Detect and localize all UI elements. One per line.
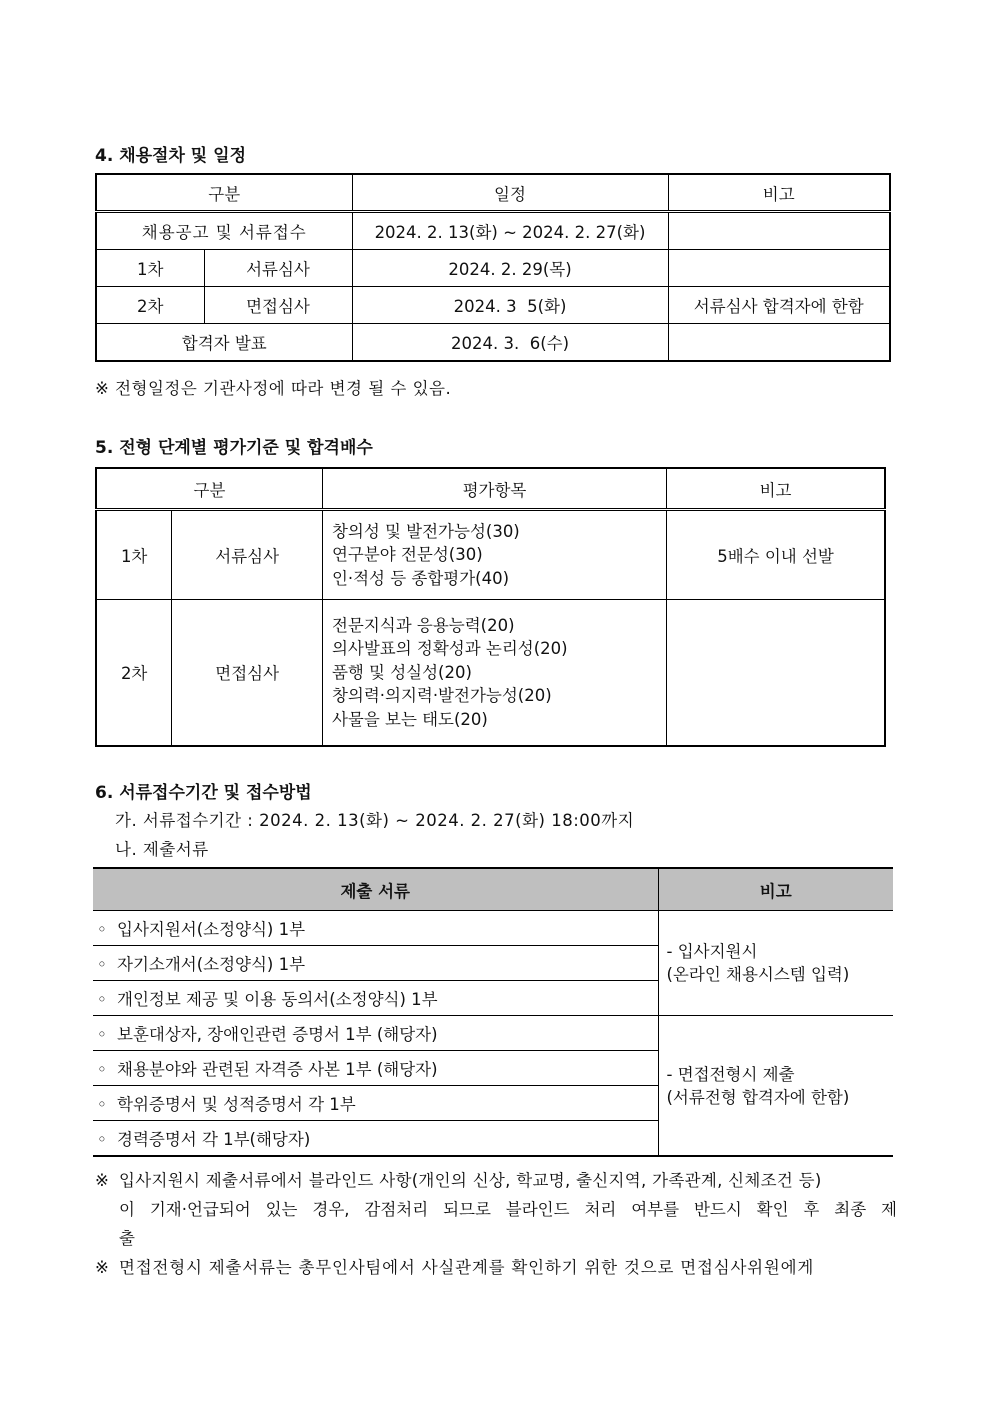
bullet-icon: ◦ [97,1060,107,1079]
bullet-icon: ◦ [97,1095,107,1114]
table-row [96,324,890,362]
col-header-remarks: 비고 [668,174,890,212]
stage-cell: 면접심사 [172,600,323,746]
notice-interview [95,1253,897,1282]
stage-cell: 채용공고 및 서류접수 [96,212,352,250]
notice-line: 입사지원시 제출서류에서 블라인드 사항(개인의 신상, 학교명, 출신지역, 가족관계, 신체조건 등) [119,1171,822,1190]
document-item [93,1051,658,1086]
reference-mark: ※ [95,1258,109,1277]
documents-table [93,867,893,1157]
notice-line: 출 [119,1229,135,1248]
step-cell: 2차 [96,600,172,746]
table-row [96,287,890,324]
bullet-icon: ◦ [97,1130,107,1149]
criteria-item: 창의성 및 발전가능성(30) [331,521,520,541]
date-cell: 2024. 3. 6(수) [352,324,668,362]
remark-cell [658,911,893,1016]
bullet-icon: ◦ [97,955,107,974]
date-cell: 2024. 2. 29(목) [352,250,668,287]
notice-line: 면접전형시 제출서류는 총무인사팀에서 사실관계를 확인하기 위한 것으로 면접심사위원에게 [119,1258,815,1277]
note-cell: 서류심사 합격자에 한함 [668,287,890,324]
document-item [93,946,658,981]
document-text: 학위증명서 및 성적증명서 각 1부 [117,1095,356,1114]
table-row [96,600,885,746]
section4-footnote: ※ 전형일정은 기관사정에 따라 변경 될 수 있음. [95,379,452,398]
document-text: 개인정보 제공 및 이용 동의서(소정양식) 1부 [117,990,438,1009]
bullet-icon: ◦ [97,990,107,1009]
criteria-item: 의사발표의 정확성과 논리성(20) [331,639,568,658]
remark-line: - 면접전형시 제출 [666,1064,795,1084]
step-cell: 1차 [96,510,172,600]
note-cell [668,250,890,287]
criteria-item: 사물을 보는 태도(20) [331,709,488,729]
criteria-item: 전문지식과 응용능력(20) [331,615,515,635]
document-text: 보훈대상자, 장애인관련 증명서 1부 (해당자) [117,1025,438,1044]
document-item [93,911,658,946]
evaluation-table [95,467,886,747]
criteria-cell [322,510,666,600]
schedule-table [95,173,891,362]
remark-line: (온라인 채용시스템 입력) [666,965,850,984]
document-text: 채용분야와 관련된 자격증 사본 1부 (해당자) [117,1060,438,1079]
col-header-documents: 제출 서류 [93,868,658,911]
note-cell [667,600,885,746]
section6-heading: 6. 서류접수기간 및 접수방법 [95,783,312,803]
note-cell [668,212,890,250]
stage-cell: 서류심사 [172,510,323,600]
col-header-category: 구분 [96,468,322,510]
note-cell: 5배수 이내 선발 [667,510,885,600]
bullet-icon: ◦ [97,920,107,939]
stage-cell: 서류심사 [204,250,352,287]
table-row [93,911,893,946]
section5-heading: 5. 전형 단계별 평가기준 및 합격배수 [95,438,373,458]
application-period: 가. 서류접수기간 : 2024. 2. 13(화) ~ 2024. 2. 27(화) 18:00까지 [115,811,635,830]
document-item [93,1086,658,1121]
document-item [93,1016,658,1051]
notice-line: 이 기재·언급되어 있는 경우, 감점처리 되므로 블라인드 처리 여부를 반드시 확인 후 최종 제 [119,1200,897,1219]
col-header-remarks: 비고 [667,468,885,510]
remark-line: - 입사지원시 [666,942,758,961]
col-header-criteria: 평가항목 [322,468,666,510]
document-text: 자기소개서(소정양식) 1부 [117,955,306,974]
document-text: 경력증명서 각 1부(해당자) [117,1130,311,1149]
stage-cell: 합격자 발표 [96,324,352,362]
criteria-cell [322,600,666,746]
remark-line: (서류전형 합격자에 한함) [666,1087,850,1107]
note-cell [668,324,890,362]
criteria-item: 연구분야 전문성(30) [331,545,483,565]
col-header-remarks: 비고 [658,868,893,911]
document-item [93,1121,658,1157]
documents-label: 나. 제출서류 [115,840,209,859]
step-cell: 2차 [96,287,204,324]
col-header-category: 구분 [96,174,352,212]
col-header-schedule: 일정 [352,174,668,212]
table-row [93,1016,893,1051]
bullet-icon: ◦ [97,1025,107,1044]
remark-cell [658,1016,893,1157]
table-row [96,510,885,600]
notice-blind [95,1166,897,1253]
reference-mark: ※ [95,1171,109,1190]
section4-heading: 4. 채용절차 및 일정 [95,146,246,166]
table-row [96,212,890,250]
date-cell: 2024. 3 5(화) [352,287,668,324]
criteria-item: 품행 및 성실성(20) [331,662,472,682]
stage-cell: 면접심사 [204,287,352,324]
date-cell: 2024. 2. 13(화) ~ 2024. 2. 27(화) [352,212,668,250]
step-cell: 1차 [96,250,204,287]
table-row [96,250,890,287]
document-text: 입사지원서(소정양식) 1부 [117,920,306,939]
criteria-item: 창의력·의지력·발전가능성(20) [331,686,552,705]
criteria-item: 인·적성 등 종합평가(40) [331,568,510,588]
document-item [93,981,658,1016]
